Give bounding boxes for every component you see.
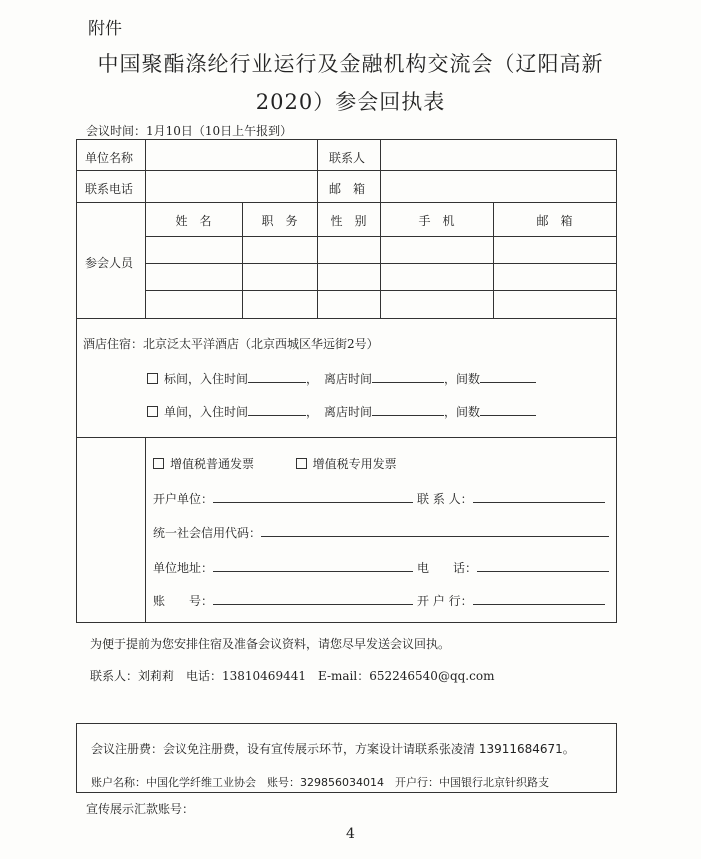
- attachment-label: 附件: [88, 19, 122, 39]
- registration-form: [76, 139, 617, 623]
- standard-count-label: ，间数: [444, 372, 481, 386]
- single-checkout-field[interactable]: [372, 415, 444, 416]
- tel-label: 电 话：: [417, 561, 478, 575]
- promo-account-label: 宣传展示汇款账号：: [86, 802, 195, 816]
- account-field[interactable]: [213, 604, 413, 605]
- registration-fee-box: [76, 723, 617, 793]
- single-room-row: [147, 403, 536, 420]
- address-field[interactable]: [213, 571, 413, 572]
- attendees-label: 参会人员: [85, 256, 134, 270]
- page-number: 4: [346, 826, 355, 842]
- normal-invoice-label: 增值税普通发票: [170, 457, 255, 471]
- meeting-time: 会议时间：1月10日（10日上午报到）: [86, 124, 293, 138]
- single-checkin-field[interactable]: [248, 415, 306, 416]
- column-email: 邮 箱: [536, 214, 573, 228]
- bank-label: 开 户 行：: [417, 594, 473, 608]
- column-gender: 性 别: [330, 214, 367, 228]
- special-invoice-label: 增值税专用发票: [312, 457, 397, 471]
- tel-field[interactable]: [477, 571, 609, 572]
- special-invoice-checkbox[interactable]: [296, 458, 307, 469]
- single-count-label: ，间数: [444, 405, 481, 419]
- page-title-line1: 中国聚酯涤纶行业运行及金融机构交流会（辽阳高新: [97, 52, 604, 76]
- account-row: [153, 592, 413, 609]
- bank-unit-label: 开户单位：: [153, 492, 214, 506]
- unit-name-field[interactable]: [77, 146, 145, 166]
- single-room-checkbox[interactable]: [147, 406, 158, 417]
- standard-count-field[interactable]: [480, 382, 536, 383]
- standard-room-row: [147, 370, 536, 387]
- invoice-contact-row: [417, 490, 605, 507]
- standard-checkout-field[interactable]: [372, 382, 444, 383]
- bank-field[interactable]: [473, 604, 605, 605]
- normal-invoice-checkbox[interactable]: [153, 458, 164, 469]
- notice-text: 为便于提前为您安排住宿及准备会议资料，请您尽早发送会议回执。: [90, 637, 451, 651]
- standard-checkin-field[interactable]: [248, 382, 306, 383]
- credit-code-row: [153, 524, 609, 541]
- invoice-type-row: [153, 455, 397, 472]
- invoice-contact-label: 联 系 人：: [417, 492, 473, 506]
- invoice-contact-field[interactable]: [473, 502, 605, 503]
- standard-room-label: 标间，入住时间: [164, 372, 249, 386]
- account-label: 账 号：: [153, 594, 214, 608]
- address-label: 单位地址：: [153, 561, 214, 575]
- bank-unit-row: [153, 490, 413, 507]
- single-count-field[interactable]: [480, 415, 536, 416]
- column-position: 职 务: [261, 214, 298, 228]
- page-title-line2: 2020）参会回执表: [255, 90, 446, 114]
- credit-code-label: 统一社会信用代码：: [153, 526, 262, 540]
- tel-row: [417, 559, 609, 576]
- standard-room-checkbox[interactable]: [147, 373, 158, 384]
- column-name: 姓 名: [175, 214, 212, 228]
- address-row: [153, 559, 413, 576]
- contact-person-label: 联系人: [329, 151, 366, 165]
- bank-row: [417, 592, 605, 609]
- account-info-text: 账户名称：中国化学纤维工业协会 账号：329856034014 开户行：中国银行北京针织路支: [91, 776, 549, 789]
- single-checkout-label: ， 离店时间: [306, 405, 373, 419]
- hotel-info: 酒店住宿：北京泛太平洋酒店（北京西城区华远街2号）: [83, 337, 379, 351]
- contact-info: 联系人：刘莉莉 电话：13810469441 E-mail：652246540@qq.com: [90, 669, 495, 683]
- bank-unit-field[interactable]: [213, 502, 413, 503]
- credit-code-field[interactable]: [261, 536, 609, 537]
- registration-fee-text: 会议注册费：会议免注册费，设有宣传展示环节，方案设计请联系张凌清 13911684671。: [91, 742, 575, 756]
- unit-name-label: 单位名称: [85, 151, 134, 165]
- phone-label: 联系电话: [85, 182, 134, 196]
- postcode-label: 邮 箱: [329, 182, 366, 196]
- column-mobile: 手 机: [418, 214, 455, 228]
- standard-checkout-label: ， 离店时间: [306, 372, 373, 386]
- single-room-label: 单间，入住时间: [164, 405, 249, 419]
